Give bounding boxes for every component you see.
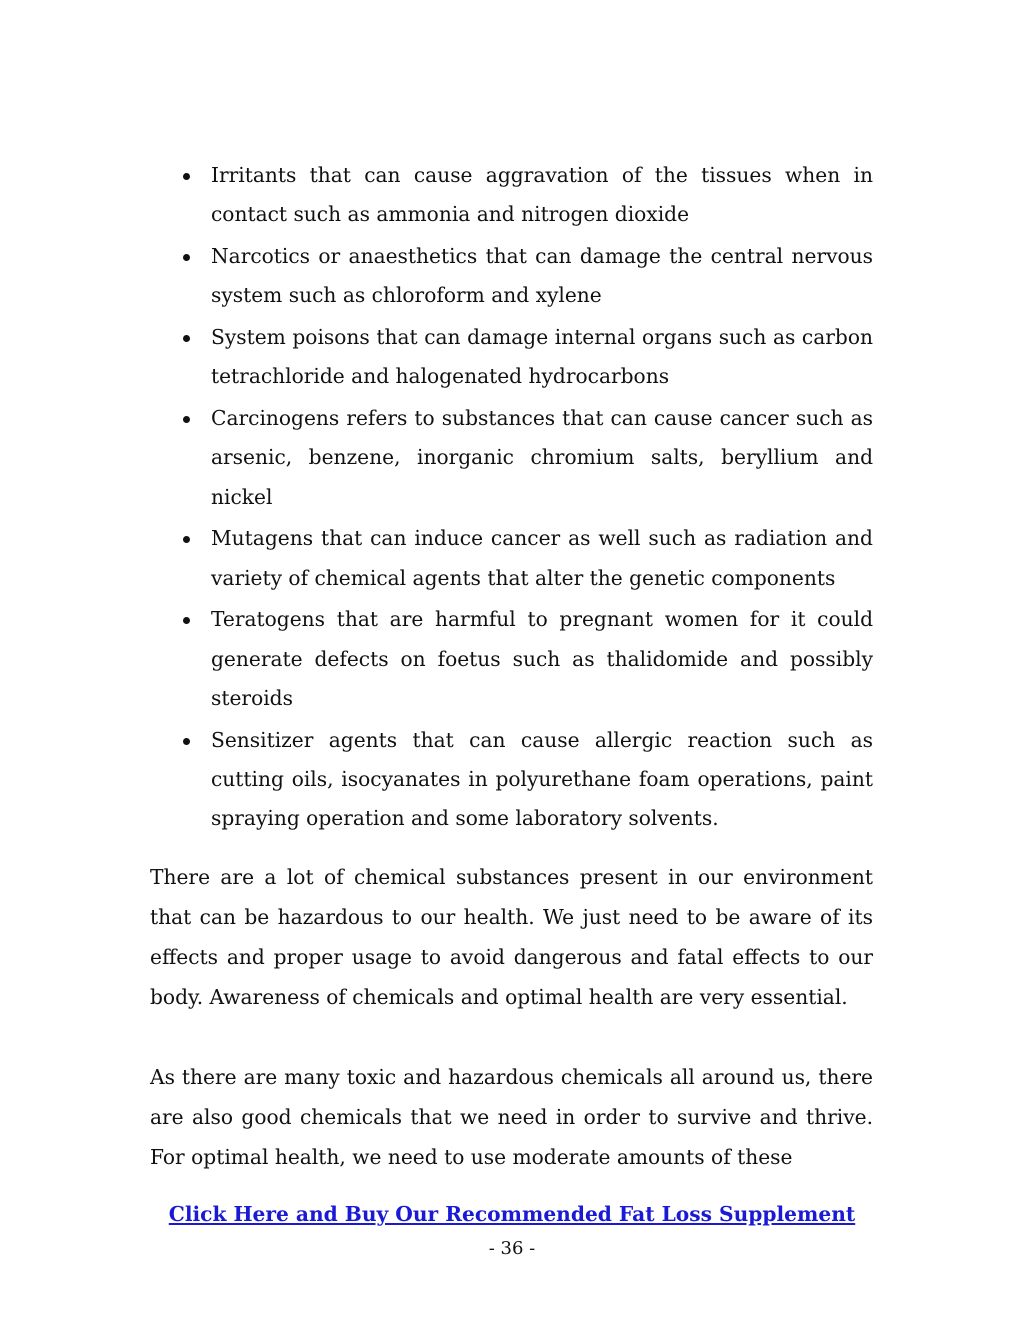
bullet-icon [183,416,190,423]
supplement-link[interactable]: Click Here and Buy Our Recommended Fat Loss Supplement [168,1202,856,1226]
list-item [150,721,873,839]
bullet-icon [183,335,190,342]
list-item-text: Narcotics or anaesthetics that can damage the central nervous system such as chloroform and xylene [211,243,873,308]
list-item-text: Carcinogens refers to substances that can cause cancer such as arsenic, benzene, inorganic chromium salts, beryllium and nickel [211,405,873,509]
list-item-text: Mutagens that can induce cancer as well such as radiation and variety of chemical agents that alter the genetic components [211,526,873,590]
body-paragraph: As there are many toxic and hazardous chemicals all around us, there are also good chemicals that we need in order to survive and thrive. For optimal health, we need to use moderate amounts of these [150,1065,873,1169]
list-item [150,156,873,235]
list-item [150,237,873,316]
list-item-text: Irritants that can cause aggravation of the tissues when in contact such as ammonia and nitrogen dioxide [211,163,873,227]
bullet-icon [183,738,190,745]
body-paragraph: There are a lot of chemical substances present in our environment that can be hazardous to our health. We just need to be aware of its effects and proper usage to avoid dangerous and fatal effects to our body. Awareness of chemicals and optimal health are very essential. [150,865,873,1009]
bullet-icon [183,617,190,624]
list-item-text: Teratogens that are harmful to pregnant women for it could generate defects on foetus such as thalidomide and possibly steroids [211,607,873,710]
page-number: - 36 - [488,1238,536,1259]
list-item [150,399,873,517]
list-item [150,318,873,397]
bullet-icon [183,536,190,543]
bullet-icon [183,254,190,261]
list-item [150,519,873,598]
list-item-text: System poisons that can damage internal organs such as carbon tetrachloride and halogenated hydrocarbons [211,324,873,389]
list-item-text: Sensitizer agents that can cause allergic reaction such as cutting oils, isocyanates in polyurethane foam operations, paint spraying operation and some laboratory solvents. [211,727,873,831]
list-item [150,600,873,718]
hazard-bullet-list [150,156,873,841]
bullet-icon [183,173,190,180]
